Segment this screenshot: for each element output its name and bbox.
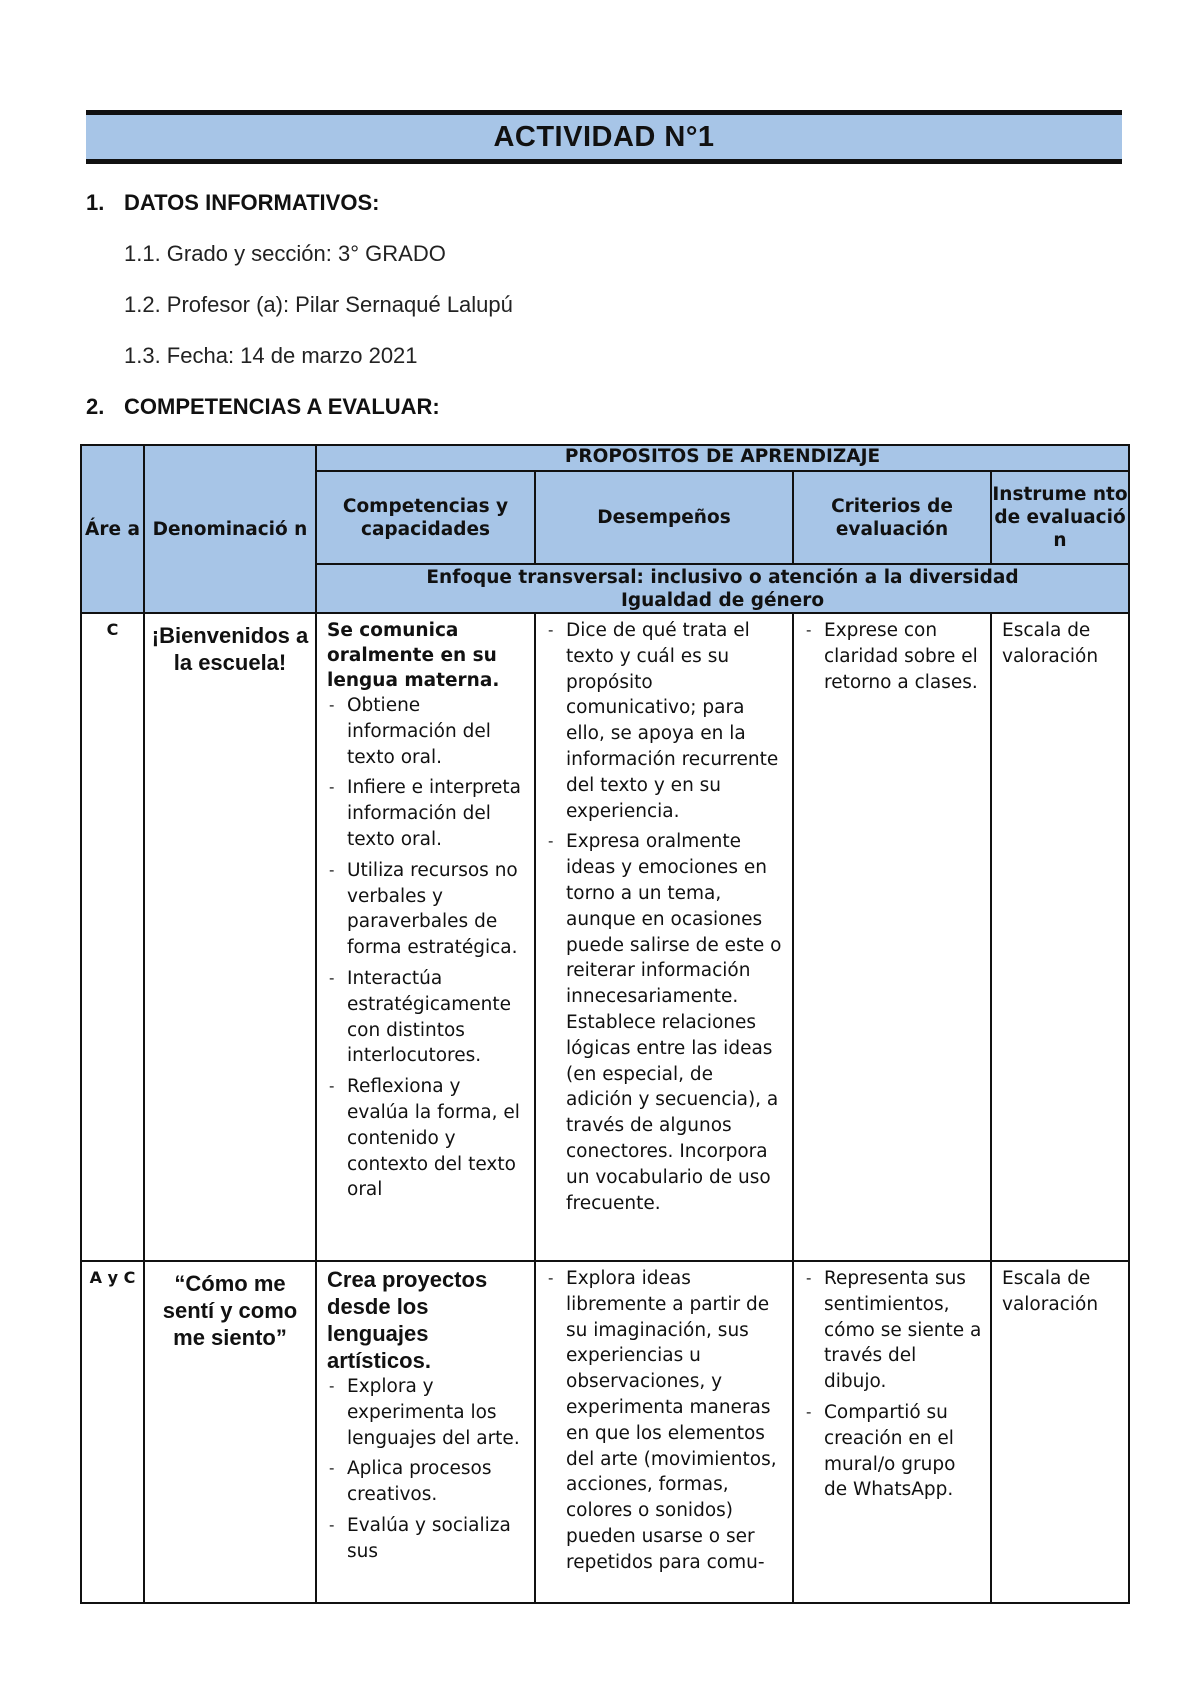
enfoque-line-2: Igualdad de género bbox=[620, 589, 825, 611]
enfoque-line-1: Enfoque transversal: inclusivo o atención a la diversidad bbox=[426, 566, 1019, 588]
row-desempenos-cell bbox=[535, 613, 793, 1261]
info-fecha: 1.3. Fecha: 14 de marzo 2021 bbox=[124, 343, 418, 368]
row-criterios-cell bbox=[793, 613, 991, 1261]
criterios-list bbox=[804, 618, 982, 695]
section-2-number: 2. bbox=[86, 394, 105, 419]
capacidades-list bbox=[327, 693, 526, 1203]
competencia-title: Se comunica oralmente en su lengua materna. bbox=[327, 620, 500, 691]
header-desempenos: Desempeños bbox=[535, 471, 793, 564]
table-row bbox=[81, 613, 1129, 1261]
list-item: - Utiliza recursos no verbales y paraverbales de forma estratégica. bbox=[327, 858, 526, 961]
list-item: - Dice de qué trata el texto y cuál es su propósito comunicativo; para ello, se apoya en la información recurrente del texto y en su experiencia. bbox=[546, 618, 784, 824]
list-item: - Compartió su creación en el mural/o grupo de WhatsApp. bbox=[804, 1400, 982, 1503]
table-row bbox=[81, 1261, 1129, 1603]
list-item: - Obtiene información del texto oral. bbox=[327, 693, 526, 770]
header-area: Áre a bbox=[81, 445, 144, 613]
criterios-list bbox=[804, 1266, 982, 1503]
section-1-title: DATOS INFORMATIVOS: bbox=[124, 190, 380, 215]
competencia-title: Crea proyectos desde los lenguajes artísticos. bbox=[327, 1267, 488, 1373]
instrumento-text: Escala de valoración bbox=[1002, 620, 1099, 667]
header-denominacion: Denominació n bbox=[144, 445, 316, 613]
desempenos-list bbox=[546, 1266, 784, 1576]
list-item: - Expresa oralmente ideas y emociones en torno a un tema, aunque en ocasiones puede salirse de este o reiterar información innecesariamente. Establece relaciones lógicas entre las ideas (en especial, de adición y secuencia), a través de algunos conectores. Incorpora un vocabulario de uso frecuente. bbox=[546, 829, 784, 1216]
row-area: A y C bbox=[81, 1261, 144, 1603]
row-competencias-cell bbox=[316, 613, 535, 1261]
list-item: - Representa sus sentimientos, cómo se siente a través del dibujo. bbox=[804, 1266, 982, 1395]
capacidades-list bbox=[327, 1374, 526, 1565]
list-item: - Evalúa y socializa sus bbox=[327, 1513, 526, 1565]
info-grado: 1.1. Grado y sección: 3° GRADO bbox=[124, 241, 446, 266]
instrumento-text: Escala de valoración bbox=[1002, 1268, 1099, 1315]
row-denominacion: ¡Bienvenidos a la escuela! bbox=[144, 613, 316, 1261]
info-profesor: 1.2. Profesor (a): Pilar Sernaqué Lalupú bbox=[124, 292, 513, 317]
row-competencias-cell bbox=[316, 1261, 535, 1603]
section-2-title: COMPETENCIAS A EVALUAR: bbox=[124, 394, 440, 419]
list-item: - Exprese con claridad sobre el retorno a clases. bbox=[804, 618, 982, 695]
header-propositos: PROPOSITOS DE APRENDIZAJE bbox=[316, 445, 1129, 471]
header-criterios: Criterios de evaluación bbox=[793, 471, 991, 564]
header-instrumento: Instrume nto de evaluació n bbox=[991, 471, 1129, 564]
desempenos-list bbox=[546, 618, 784, 1216]
section-1-number: 1. bbox=[86, 190, 105, 215]
competencias-table bbox=[80, 444, 1130, 1604]
row-instrumento-cell bbox=[991, 1261, 1129, 1603]
list-item: - Aplica procesos creativos. bbox=[327, 1456, 526, 1508]
list-item: - Interactúa estratégicamente con distintos interlocutores. bbox=[327, 966, 526, 1069]
row-criterios-cell bbox=[793, 1261, 991, 1603]
section-1-heading bbox=[86, 190, 379, 216]
activity-title-bar bbox=[86, 110, 1122, 164]
row-desempenos-cell bbox=[535, 1261, 793, 1603]
row-instrumento-cell bbox=[991, 613, 1129, 1261]
list-item: - Reflexiona y evalúa la forma, el contenido y contexto del texto oral bbox=[327, 1074, 526, 1203]
header-competencias: Competencias y capacidades bbox=[316, 471, 535, 564]
row-area: C bbox=[81, 613, 144, 1261]
list-item: - Infiere e interpreta información del texto oral. bbox=[327, 775, 526, 852]
activity-title: ACTIVIDAD N°1 bbox=[493, 120, 715, 153]
list-item: - Explora y experimenta los lenguajes del arte. bbox=[327, 1374, 526, 1451]
section-2-heading bbox=[86, 394, 440, 420]
row-denominacion: “Cómo me sentí y como me siento” bbox=[144, 1261, 316, 1603]
list-item: - Explora ideas libremente a partir de su imaginación, sus experiencias u observaciones, y experimenta maneras en que los elementos del arte (movimientos, acciones, formas, colores o sonidos) pueden usarse o ser repetidos para comu- bbox=[546, 1266, 784, 1576]
header-enfoque bbox=[316, 564, 1129, 613]
